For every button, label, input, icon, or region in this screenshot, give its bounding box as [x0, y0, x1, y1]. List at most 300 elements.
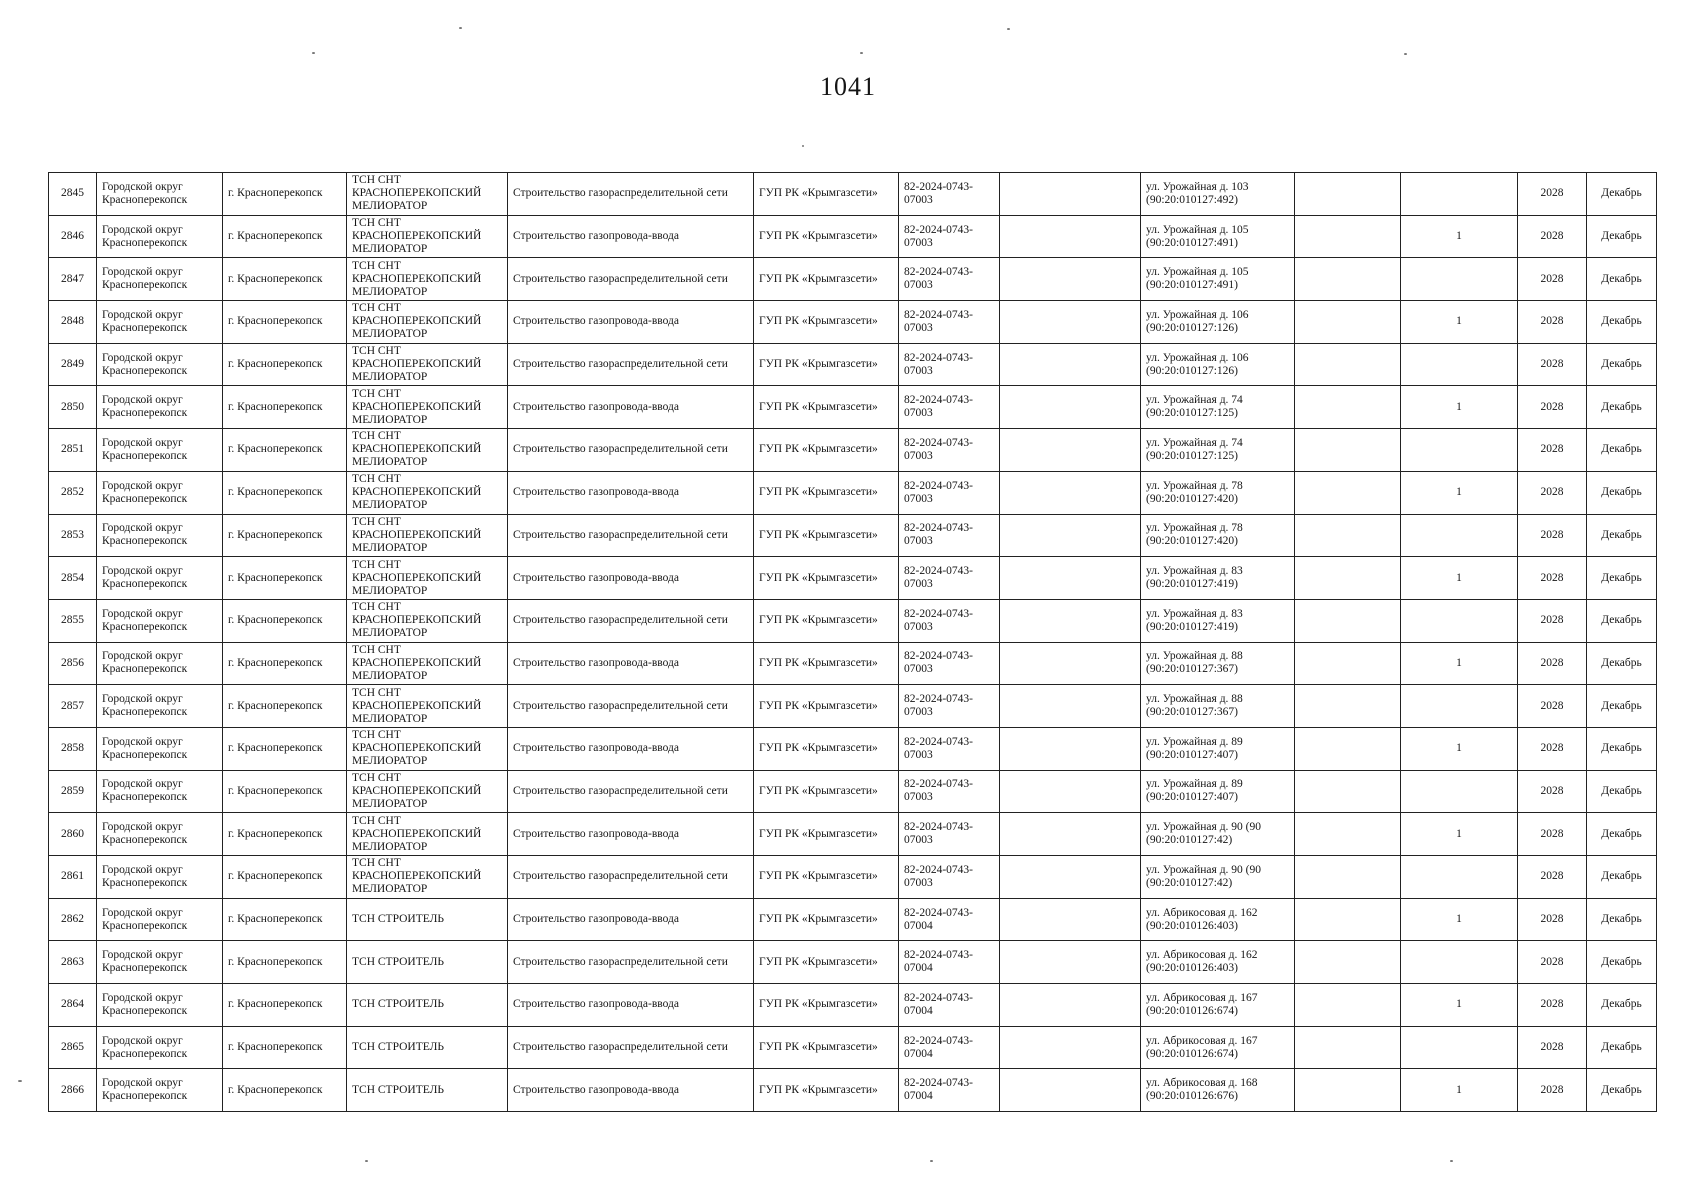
organization-cell: ТСН СНТ КРАСНОПЕРЕКОПСКИЙ МЕЛИОРАТОР — [347, 557, 508, 600]
quantity-cell — [1401, 514, 1518, 557]
organization-cell: ТСН СТРОИТЕЛЬ — [347, 984, 508, 1027]
district-cell: Городской округ Красноперекопск — [97, 215, 223, 258]
blank-cell — [1295, 813, 1401, 856]
work-type-cell: Строительство газопровода-ввода — [508, 898, 754, 941]
table-row — [49, 599, 1657, 642]
executor-cell: ГУП РК «Крымгазсети» — [754, 301, 899, 344]
row-number: 2861 — [49, 856, 97, 899]
project-code-cell: 82-2024-0743-07003 — [899, 770, 1000, 813]
organization-cell: ТСН СНТ КРАСНОПЕРЕКОПСКИЙ МЕЛИОРАТОР — [347, 429, 508, 472]
extra-cell — [1000, 514, 1141, 557]
address-cell: ул. Урожайная д. 89 (90:20:010127:407) — [1141, 770, 1295, 813]
year-cell: 2028 — [1518, 984, 1587, 1027]
district-cell: Городской округ Красноперекопск — [97, 770, 223, 813]
district-cell: Городской округ Красноперекопск — [97, 343, 223, 386]
district-cell: Городской округ Красноперекопск — [97, 1026, 223, 1069]
address-cell: ул. Урожайная д. 106 (90:20:010127:126) — [1141, 343, 1295, 386]
blank-cell — [1295, 685, 1401, 728]
work-type-cell: Строительство газораспределительной сети — [508, 941, 754, 984]
locality-cell: г. Красноперекопск — [223, 984, 347, 1027]
organization-cell: ТСН СНТ КРАСНОПЕРЕКОПСКИЙ МЕЛИОРАТОР — [347, 642, 508, 685]
extra-cell — [1000, 642, 1141, 685]
year-cell: 2028 — [1518, 215, 1587, 258]
quantity-cell — [1401, 685, 1518, 728]
quantity-cell: 1 — [1401, 1069, 1518, 1112]
table-row — [49, 685, 1657, 728]
locality-cell: г. Красноперекопск — [223, 471, 347, 514]
address-cell: ул. Урожайная д. 78 (90:20:010127:420) — [1141, 514, 1295, 557]
address-cell: ул. Урожайная д. 106 (90:20:010127:126) — [1141, 301, 1295, 344]
blank-cell — [1295, 1069, 1401, 1112]
project-code-cell: 82-2024-0743-07004 — [899, 1069, 1000, 1112]
locality-cell: г. Красноперекопск — [223, 557, 347, 600]
scan-speck — [1007, 28, 1010, 30]
row-number: 2858 — [49, 727, 97, 770]
month-cell: Декабрь — [1587, 215, 1657, 258]
blank-cell — [1295, 898, 1401, 941]
extra-cell — [1000, 898, 1141, 941]
quantity-cell — [1401, 343, 1518, 386]
locality-cell: г. Красноперекопск — [223, 770, 347, 813]
row-number: 2856 — [49, 642, 97, 685]
locality-cell: г. Красноперекопск — [223, 727, 347, 770]
extra-cell — [1000, 301, 1141, 344]
address-cell: ул. Урожайная д. 78 (90:20:010127:420) — [1141, 471, 1295, 514]
scan-speck — [1450, 1160, 1453, 1162]
address-cell: ул. Урожайная д. 90 (90 (90:20:010127:42) — [1141, 856, 1295, 899]
work-type-cell: Строительство газопровода-ввода — [508, 386, 754, 429]
work-type-cell: Строительство газораспределительной сети — [508, 429, 754, 472]
address-cell: ул. Урожайная д. 74 (90:20:010127:125) — [1141, 429, 1295, 472]
month-cell: Декабрь — [1587, 173, 1657, 216]
month-cell: Декабрь — [1587, 429, 1657, 472]
table-row — [49, 386, 1657, 429]
blank-cell — [1295, 429, 1401, 472]
project-code-cell: 82-2024-0743-07003 — [899, 642, 1000, 685]
year-cell: 2028 — [1518, 343, 1587, 386]
locality-cell: г. Красноперекопск — [223, 1069, 347, 1112]
extra-cell — [1000, 770, 1141, 813]
gas-connection-registry-table — [48, 172, 1657, 1112]
executor-cell: ГУП РК «Крымгазсети» — [754, 514, 899, 557]
month-cell: Декабрь — [1587, 813, 1657, 856]
project-code-cell: 82-2024-0743-07003 — [899, 685, 1000, 728]
year-cell: 2028 — [1518, 1026, 1587, 1069]
year-cell: 2028 — [1518, 813, 1587, 856]
extra-cell — [1000, 685, 1141, 728]
row-number: 2853 — [49, 514, 97, 557]
locality-cell: г. Красноперекопск — [223, 514, 347, 557]
quantity-cell: 1 — [1401, 642, 1518, 685]
project-code-cell: 82-2024-0743-07003 — [899, 301, 1000, 344]
work-type-cell: Строительство газопровода-ввода — [508, 984, 754, 1027]
address-cell: ул. Абрикосовая д. 168 (90:20:010126:676) — [1141, 1069, 1295, 1112]
locality-cell: г. Красноперекопск — [223, 599, 347, 642]
month-cell: Декабрь — [1587, 984, 1657, 1027]
extra-cell — [1000, 258, 1141, 301]
blank-cell — [1295, 599, 1401, 642]
quantity-cell: 1 — [1401, 471, 1518, 514]
work-type-cell: Строительство газопровода-ввода — [508, 215, 754, 258]
locality-cell: г. Красноперекопск — [223, 429, 347, 472]
quantity-cell: 1 — [1401, 898, 1518, 941]
row-number: 2860 — [49, 813, 97, 856]
address-cell: ул. Урожайная д. 105 (90:20:010127:491) — [1141, 258, 1295, 301]
executor-cell: ГУП РК «Крымгазсети» — [754, 343, 899, 386]
scan-speck — [802, 145, 804, 147]
table-row — [49, 343, 1657, 386]
project-code-cell: 82-2024-0743-07003 — [899, 343, 1000, 386]
row-number: 2857 — [49, 685, 97, 728]
organization-cell: ТСН СТРОИТЕЛЬ — [347, 898, 508, 941]
year-cell: 2028 — [1518, 898, 1587, 941]
project-code-cell: 82-2024-0743-07003 — [899, 557, 1000, 600]
quantity-cell — [1401, 599, 1518, 642]
month-cell: Декабрь — [1587, 301, 1657, 344]
table-row — [49, 429, 1657, 472]
extra-cell — [1000, 173, 1141, 216]
organization-cell: ТСН СНТ КРАСНОПЕРЕКОПСКИЙ МЕЛИОРАТОР — [347, 258, 508, 301]
table-row — [49, 898, 1657, 941]
blank-cell — [1295, 343, 1401, 386]
locality-cell: г. Красноперекопск — [223, 1026, 347, 1069]
executor-cell: ГУП РК «Крымгазсети» — [754, 471, 899, 514]
month-cell: Декабрь — [1587, 642, 1657, 685]
project-code-cell: 82-2024-0743-07004 — [899, 984, 1000, 1027]
extra-cell — [1000, 941, 1141, 984]
row-number: 2863 — [49, 941, 97, 984]
organization-cell: ТСН СНТ КРАСНОПЕРЕКОПСКИЙ МЕЛИОРАТОР — [347, 301, 508, 344]
project-code-cell: 82-2024-0743-07003 — [899, 599, 1000, 642]
scan-speck — [930, 1160, 933, 1162]
row-number: 2855 — [49, 599, 97, 642]
district-cell: Городской округ Красноперекопск — [97, 856, 223, 899]
locality-cell: г. Красноперекопск — [223, 173, 347, 216]
extra-cell — [1000, 813, 1141, 856]
table-row — [49, 173, 1657, 216]
row-number: 2852 — [49, 471, 97, 514]
month-cell: Декабрь — [1587, 1069, 1657, 1112]
extra-cell — [1000, 984, 1141, 1027]
district-cell: Городской округ Красноперекопск — [97, 386, 223, 429]
table-row — [49, 642, 1657, 685]
year-cell: 2028 — [1518, 386, 1587, 429]
locality-cell: г. Красноперекопск — [223, 386, 347, 429]
blank-cell — [1295, 557, 1401, 600]
organization-cell: ТСН СНТ КРАСНОПЕРЕКОПСКИЙ МЕЛИОРАТОР — [347, 813, 508, 856]
blank-cell — [1295, 471, 1401, 514]
locality-cell: г. Красноперекопск — [223, 301, 347, 344]
project-code-cell: 82-2024-0743-07003 — [899, 727, 1000, 770]
year-cell: 2028 — [1518, 941, 1587, 984]
organization-cell: ТСН СНТ КРАСНОПЕРЕКОПСКИЙ МЕЛИОРАТОР — [347, 343, 508, 386]
extra-cell — [1000, 471, 1141, 514]
month-cell: Декабрь — [1587, 685, 1657, 728]
year-cell: 2028 — [1518, 514, 1587, 557]
year-cell: 2028 — [1518, 727, 1587, 770]
district-cell: Городской округ Красноперекопск — [97, 898, 223, 941]
extra-cell — [1000, 727, 1141, 770]
executor-cell: ГУП РК «Крымгазсети» — [754, 557, 899, 600]
quantity-cell: 1 — [1401, 386, 1518, 429]
year-cell: 2028 — [1518, 770, 1587, 813]
address-cell: ул. Урожайная д. 83 (90:20:010127:419) — [1141, 599, 1295, 642]
work-type-cell: Строительство газораспределительной сети — [508, 514, 754, 557]
year-cell: 2028 — [1518, 471, 1587, 514]
executor-cell: ГУП РК «Крымгазсети» — [754, 386, 899, 429]
project-code-cell: 82-2024-0743-07003 — [899, 429, 1000, 472]
table-row — [49, 258, 1657, 301]
quantity-cell: 1 — [1401, 727, 1518, 770]
month-cell: Декабрь — [1587, 471, 1657, 514]
row-number: 2851 — [49, 429, 97, 472]
address-cell: ул. Урожайная д. 83 (90:20:010127:419) — [1141, 557, 1295, 600]
organization-cell: ТСН СНТ КРАСНОПЕРЕКОПСКИЙ МЕЛИОРАТОР — [347, 471, 508, 514]
work-type-cell: Строительство газораспределительной сети — [508, 856, 754, 899]
row-number: 2847 — [49, 258, 97, 301]
table-row — [49, 813, 1657, 856]
scan-speck — [312, 52, 315, 54]
address-cell: ул. Урожайная д. 88 (90:20:010127:367) — [1141, 642, 1295, 685]
quantity-cell: 1 — [1401, 215, 1518, 258]
table-row — [49, 856, 1657, 899]
blank-cell — [1295, 215, 1401, 258]
quantity-cell: 1 — [1401, 813, 1518, 856]
executor-cell: ГУП РК «Крымгазсети» — [754, 429, 899, 472]
executor-cell: ГУП РК «Крымгазсети» — [754, 984, 899, 1027]
extra-cell — [1000, 856, 1141, 899]
executor-cell: ГУП РК «Крымгазсети» — [754, 599, 899, 642]
locality-cell: г. Красноперекопск — [223, 343, 347, 386]
blank-cell — [1295, 770, 1401, 813]
work-type-cell: Строительство газораспределительной сети — [508, 173, 754, 216]
table-row — [49, 941, 1657, 984]
district-cell: Городской округ Красноперекопск — [97, 984, 223, 1027]
work-type-cell: Строительство газопровода-ввода — [508, 471, 754, 514]
extra-cell — [1000, 343, 1141, 386]
scan-speck — [18, 1080, 22, 1082]
locality-cell: г. Красноперекопск — [223, 856, 347, 899]
work-type-cell: Строительство газопровода-ввода — [508, 813, 754, 856]
district-cell: Городской округ Красноперекопск — [97, 727, 223, 770]
executor-cell: ГУП РК «Крымгазсети» — [754, 215, 899, 258]
executor-cell: ГУП РК «Крымгазсети» — [754, 898, 899, 941]
year-cell: 2028 — [1518, 685, 1587, 728]
month-cell: Декабрь — [1587, 898, 1657, 941]
executor-cell: ГУП РК «Крымгазсети» — [754, 1069, 899, 1112]
executor-cell: ГУП РК «Крымгазсети» — [754, 1026, 899, 1069]
district-cell: Городской округ Красноперекопск — [97, 514, 223, 557]
work-type-cell: Строительство газораспределительной сети — [508, 770, 754, 813]
row-number: 2846 — [49, 215, 97, 258]
month-cell: Декабрь — [1587, 258, 1657, 301]
district-cell: Городской округ Красноперекопск — [97, 301, 223, 344]
locality-cell: г. Красноперекопск — [223, 941, 347, 984]
year-cell: 2028 — [1518, 429, 1587, 472]
address-cell: ул. Урожайная д. 89 (90:20:010127:407) — [1141, 727, 1295, 770]
locality-cell: г. Красноперекопск — [223, 642, 347, 685]
blank-cell — [1295, 642, 1401, 685]
district-cell: Городской округ Красноперекопск — [97, 685, 223, 728]
work-type-cell: Строительство газопровода-ввода — [508, 301, 754, 344]
month-cell: Декабрь — [1587, 770, 1657, 813]
blank-cell — [1295, 984, 1401, 1027]
project-code-cell: 82-2024-0743-07003 — [899, 813, 1000, 856]
table-row — [49, 471, 1657, 514]
row-number: 2865 — [49, 1026, 97, 1069]
organization-cell: ТСН СНТ КРАСНОПЕРЕКОПСКИЙ МЕЛИОРАТОР — [347, 514, 508, 557]
address-cell: ул. Урожайная д. 90 (90 (90:20:010127:42) — [1141, 813, 1295, 856]
work-type-cell: Строительство газораспределительной сети — [508, 343, 754, 386]
extra-cell — [1000, 599, 1141, 642]
district-cell: Городской округ Красноперекопск — [97, 941, 223, 984]
project-code-cell: 82-2024-0743-07003 — [899, 386, 1000, 429]
organization-cell: ТСН СНТ КРАСНОПЕРЕКОПСКИЙ МЕЛИОРАТОР — [347, 727, 508, 770]
month-cell: Декабрь — [1587, 1026, 1657, 1069]
organization-cell: ТСН СНТ КРАСНОПЕРЕКОПСКИЙ МЕЛИОРАТОР — [347, 386, 508, 429]
project-code-cell: 82-2024-0743-07004 — [899, 898, 1000, 941]
district-cell: Городской округ Красноперекопск — [97, 1069, 223, 1112]
address-cell: ул. Абрикосовая д. 162 (90:20:010126:403) — [1141, 898, 1295, 941]
extra-cell — [1000, 557, 1141, 600]
project-code-cell: 82-2024-0743-07003 — [899, 258, 1000, 301]
quantity-cell: 1 — [1401, 557, 1518, 600]
locality-cell: г. Красноперекопск — [223, 215, 347, 258]
table-row — [49, 1069, 1657, 1112]
executor-cell: ГУП РК «Крымгазсети» — [754, 813, 899, 856]
executor-cell: ГУП РК «Крымгазсети» — [754, 941, 899, 984]
work-type-cell: Строительство газопровода-ввода — [508, 557, 754, 600]
address-cell: ул. Урожайная д. 103 (90:20:010127:492) — [1141, 173, 1295, 216]
row-number: 2845 — [49, 173, 97, 216]
organization-cell: ТСН СНТ КРАСНОПЕРЕКОПСКИЙ МЕЛИОРАТОР — [347, 215, 508, 258]
month-cell: Декабрь — [1587, 856, 1657, 899]
row-number: 2854 — [49, 557, 97, 600]
project-code-cell: 82-2024-0743-07003 — [899, 215, 1000, 258]
registry-body — [49, 173, 1657, 1112]
table-row — [49, 557, 1657, 600]
work-type-cell: Строительство газопровода-ввода — [508, 1069, 754, 1112]
work-type-cell: Строительство газораспределительной сети — [508, 1026, 754, 1069]
month-cell: Декабрь — [1587, 343, 1657, 386]
district-cell: Городской округ Красноперекопск — [97, 173, 223, 216]
scan-speck — [1404, 53, 1407, 55]
year-cell: 2028 — [1518, 642, 1587, 685]
year-cell: 2028 — [1518, 599, 1587, 642]
executor-cell: ГУП РК «Крымгазсети» — [754, 727, 899, 770]
organization-cell: ТСН СТРОИТЕЛЬ — [347, 1069, 508, 1112]
locality-cell: г. Красноперекопск — [223, 813, 347, 856]
blank-cell — [1295, 386, 1401, 429]
district-cell: Городской округ Красноперекопск — [97, 813, 223, 856]
year-cell: 2028 — [1518, 1069, 1587, 1112]
table-row — [49, 301, 1657, 344]
executor-cell: ГУП РК «Крымгазсети» — [754, 258, 899, 301]
year-cell: 2028 — [1518, 557, 1587, 600]
address-cell: ул. Урожайная д. 74 (90:20:010127:125) — [1141, 386, 1295, 429]
address-cell: ул. Урожайная д. 105 (90:20:010127:491) — [1141, 215, 1295, 258]
organization-cell: ТСН СНТ КРАСНОПЕРЕКОПСКИЙ МЕЛИОРАТОР — [347, 599, 508, 642]
row-number: 2864 — [49, 984, 97, 1027]
row-number: 2859 — [49, 770, 97, 813]
blank-cell — [1295, 514, 1401, 557]
project-code-cell: 82-2024-0743-07003 — [899, 856, 1000, 899]
extra-cell — [1000, 1069, 1141, 1112]
year-cell: 2028 — [1518, 258, 1587, 301]
month-cell: Декабрь — [1587, 727, 1657, 770]
organization-cell: ТСН СНТ КРАСНОПЕРЕКОПСКИЙ МЕЛИОРАТОР — [347, 173, 508, 216]
organization-cell: ТСН СНТ КРАСНОПЕРЕКОПСКИЙ МЕЛИОРАТОР — [347, 685, 508, 728]
blank-cell — [1295, 727, 1401, 770]
work-type-cell: Строительство газораспределительной сети — [508, 258, 754, 301]
blank-cell — [1295, 258, 1401, 301]
district-cell: Городской округ Красноперекопск — [97, 642, 223, 685]
project-code-cell: 82-2024-0743-07003 — [899, 471, 1000, 514]
project-code-cell: 82-2024-0743-07004 — [899, 941, 1000, 984]
organization-cell: ТСН СТРОИТЕЛЬ — [347, 1026, 508, 1069]
address-cell: ул. Абрикосовая д. 162 (90:20:010126:403) — [1141, 941, 1295, 984]
locality-cell: г. Красноперекопск — [223, 898, 347, 941]
month-cell: Декабрь — [1587, 386, 1657, 429]
quantity-cell — [1401, 1026, 1518, 1069]
executor-cell: ГУП РК «Крымгазсети» — [754, 856, 899, 899]
project-code-cell: 82-2024-0743-07004 — [899, 1026, 1000, 1069]
organization-cell: ТСН СНТ КРАСНОПЕРЕКОПСКИЙ МЕЛИОРАТОР — [347, 770, 508, 813]
executor-cell: ГУП РК «Крымгазсети» — [754, 685, 899, 728]
work-type-cell: Строительство газораспределительной сети — [508, 685, 754, 728]
locality-cell: г. Красноперекопск — [223, 258, 347, 301]
address-cell: ул. Урожайная д. 88 (90:20:010127:367) — [1141, 685, 1295, 728]
quantity-cell — [1401, 173, 1518, 216]
table-row — [49, 514, 1657, 557]
extra-cell — [1000, 386, 1141, 429]
quantity-cell — [1401, 429, 1518, 472]
district-cell: Городской округ Красноперекопск — [97, 471, 223, 514]
extra-cell — [1000, 215, 1141, 258]
blank-cell — [1295, 301, 1401, 344]
month-cell: Декабрь — [1587, 514, 1657, 557]
blank-cell — [1295, 941, 1401, 984]
month-cell: Декабрь — [1587, 599, 1657, 642]
blank-cell — [1295, 173, 1401, 216]
table-row — [49, 215, 1657, 258]
table-row — [49, 770, 1657, 813]
table-row — [49, 727, 1657, 770]
executor-cell: ГУП РК «Крымгазсети» — [754, 770, 899, 813]
work-type-cell: Строительство газопровода-ввода — [508, 642, 754, 685]
year-cell: 2028 — [1518, 173, 1587, 216]
district-cell: Городской округ Красноперекопск — [97, 599, 223, 642]
scan-speck — [365, 1160, 368, 1162]
quantity-cell: 1 — [1401, 301, 1518, 344]
row-number: 2848 — [49, 301, 97, 344]
organization-cell: ТСН СНТ КРАСНОПЕРЕКОПСКИЙ МЕЛИОРАТОР — [347, 856, 508, 899]
extra-cell — [1000, 429, 1141, 472]
row-number: 2866 — [49, 1069, 97, 1112]
district-cell: Городской округ Красноперекопск — [97, 557, 223, 600]
quantity-cell — [1401, 941, 1518, 984]
executor-cell: ГУП РК «Крымгазсети» — [754, 173, 899, 216]
address-cell: ул. Абрикосовая д. 167 (90:20:010126:674) — [1141, 984, 1295, 1027]
address-cell: ул. Абрикосовая д. 167 (90:20:010126:674) — [1141, 1026, 1295, 1069]
district-cell: Городской округ Красноперекопск — [97, 258, 223, 301]
table-row — [49, 1026, 1657, 1069]
organization-cell: ТСН СТРОИТЕЛЬ — [347, 941, 508, 984]
table-row — [49, 984, 1657, 1027]
executor-cell: ГУП РК «Крымгазсети» — [754, 642, 899, 685]
quantity-cell — [1401, 258, 1518, 301]
blank-cell — [1295, 1026, 1401, 1069]
